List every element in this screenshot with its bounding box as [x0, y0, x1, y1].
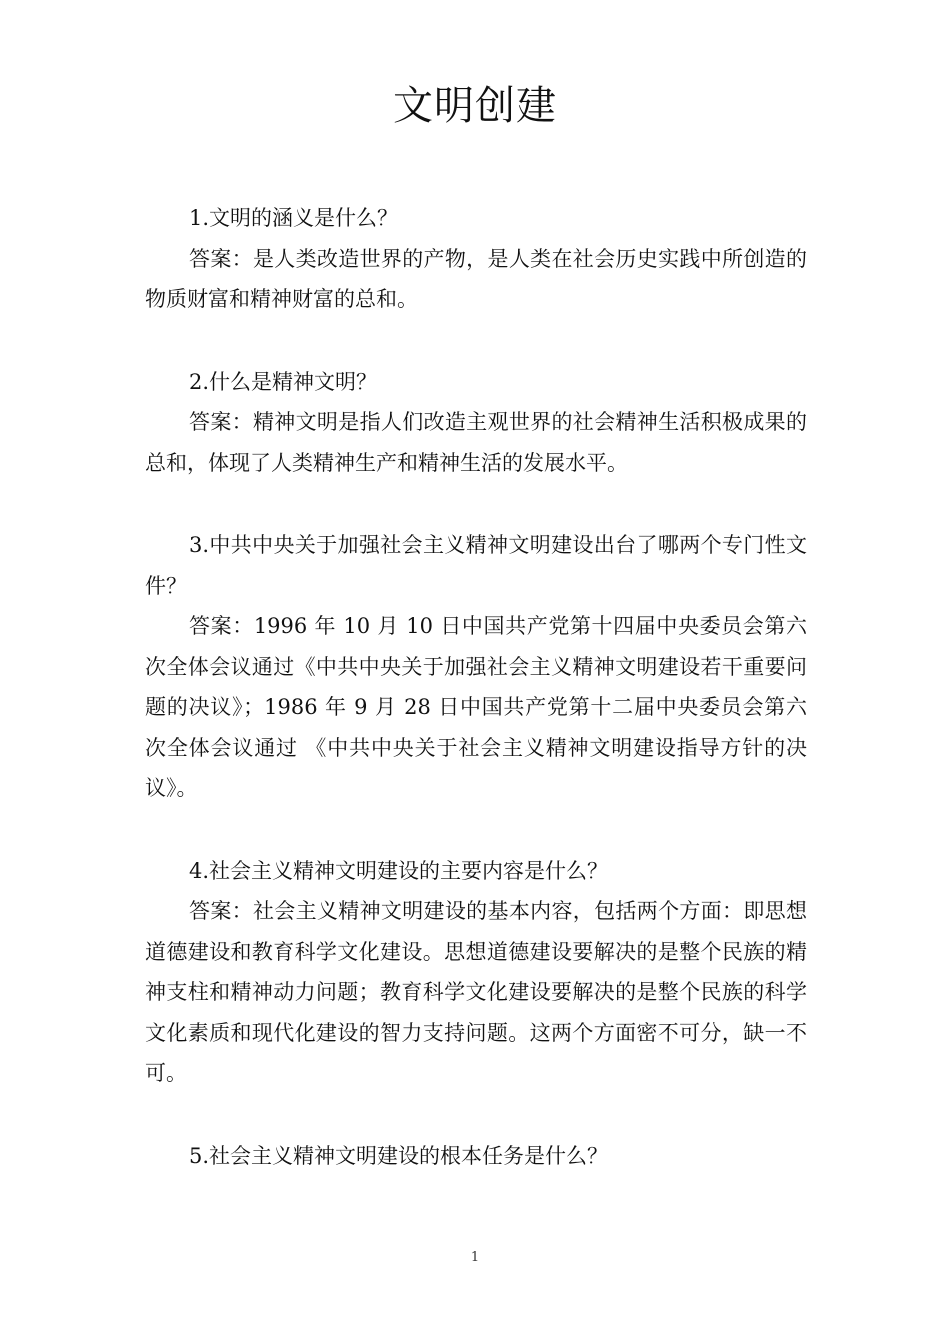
question-4: 4.社会主义精神文明建设的主要内容是什么？ — [189, 858, 609, 883]
question-1: 1.文明的涵义是什么？ — [189, 206, 399, 230]
answer-1: 答案：是人类改造世界的产物，是人类在社会历史实践中所创造的物质财富和精神财富的总和。 — [145, 246, 807, 311]
document-title: 文明创建 — [393, 83, 557, 129]
qa-item-1 — [145, 198, 807, 320]
page-number: 1 — [470, 1250, 480, 1265]
qa-item-5 — [145, 1136, 807, 1177]
qa-item-4 — [145, 851, 807, 1094]
qa-item-2 — [145, 362, 807, 484]
qa-item-3 — [145, 525, 807, 809]
answer-3: 答案：1996 年 10 月 10 日中国共产党第十四届中央委员会第六次全体会议通过《中共中央关于加强社会主义精神文明建设若干重要问题的决议》；1986 年 9 月 28 日中国共产党第十二届中央委员会第六次全体会议通过 《中共中央关于社会主义精神文明建设指导方针的决议》。 — [145, 614, 807, 800]
question-2: 2.什么是精神文明？ — [189, 369, 378, 394]
document-body — [145, 198, 807, 1218]
answer-4: 答案：社会主义精神文明建设的基本内容，包括两个方面：即思想道德建设和教育科学文化建设。思想道德建设要解决的是整个民族的精神支柱和精神动力问题；教育科学文化建设要解决的是整个民族的科学文化素质和现代化建设的智力支持问题。这两个方面密不可分，缺一不可。 — [145, 899, 807, 1085]
answer-2: 答案：精神文明是指人们改造主观世界的社会精神生活积极成果的总和，体现了人类精神生产和精神生活的发展水平。 — [145, 410, 807, 475]
question-5: 5.社会主义精神文明建设的根本任务是什么？ — [189, 1143, 609, 1168]
question-3: 3.中共中央关于加强社会主义精神文明建设出台了哪两个专门性文件？ — [145, 533, 807, 598]
